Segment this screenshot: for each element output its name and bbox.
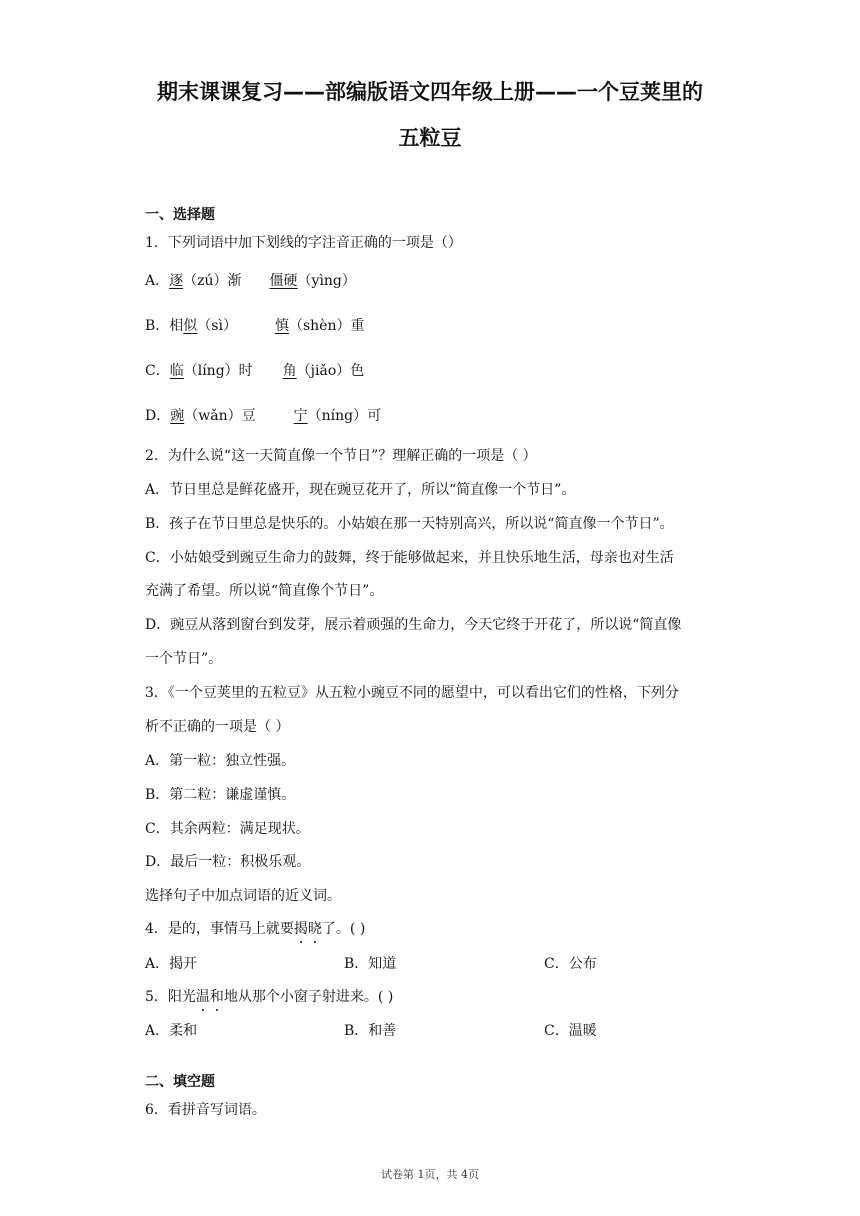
q1-c-rest-2: 色 xyxy=(350,363,365,379)
q1-d-prefix: D． xyxy=(145,408,171,424)
question-4-stem xyxy=(145,918,365,938)
question-2-option-d-line-2: 一个节日”。 xyxy=(145,651,223,667)
document-title-line-2: 五粒豆 xyxy=(398,126,462,150)
question-2-option-c-line-2: 充满了希望。所以说“简直像个节日”。 xyxy=(145,583,384,599)
q1-c-underlined-char: 临 xyxy=(169,363,184,379)
question-2-option-a: A．节日里总是鲜花盛开，现在豌豆花开了，所以“简直像一个节日”。 xyxy=(145,482,576,498)
q1-d-underlined-char: 豌 xyxy=(170,408,185,424)
instruction-synonym: 选择句子中加点词语的近义词。 xyxy=(145,888,341,904)
q5-post: 地从那个小窗子射进来。( ) xyxy=(223,989,394,1005)
question-3-option-b: B．第二粒：谦虚谨慎。 xyxy=(145,787,296,803)
question-2-option-d-line-1: D．豌豆从落到窗台到发芽，展示着顽强的生命力，今天它终于开花了，所以说“简直像 xyxy=(145,617,682,633)
q1-d-rest-2: 可 xyxy=(367,408,382,424)
q1-b-pinyin-1: （sì） xyxy=(197,318,237,334)
q1-d-underlined-char-2: 宁 xyxy=(293,408,308,424)
q4-dotted-char-1: 揭 xyxy=(293,921,308,937)
question-5-stem xyxy=(145,986,393,1006)
q5-dotted-char-2: 和 xyxy=(209,989,224,1005)
question-1-option-b xyxy=(145,315,364,335)
q1-d-pinyin-2: （níng） xyxy=(307,408,368,424)
q4-pre: 4．是的，事情马上就要 xyxy=(145,921,294,937)
question-4-option-a: A．揭开 xyxy=(145,956,198,972)
question-3-option-d: D．最后一粒：积极乐观。 xyxy=(145,854,311,870)
question-3-option-c: C．其余两粒：满足现状。 xyxy=(145,821,310,837)
question-2-option-c-line-1: C．小姑娘受到豌豆生命力的鼓舞，终于能够做起来，并且快乐地生活，母亲也对生活 xyxy=(145,550,674,566)
q1-c-prefix: C． xyxy=(145,363,170,379)
question-2-option-b: B．孩子在节日里总是快乐的。小姑娘在那一天特别高兴，所以说“简直像一个节日”。 xyxy=(145,516,674,532)
q5-dotted-char-1: 温 xyxy=(195,989,210,1005)
page-footer: 试卷第 1页，共 4页 xyxy=(381,1168,479,1181)
question-3-stem-line-2: 析不正确的一项是（ ） xyxy=(145,719,290,735)
q1-d-rest-1: 豆 xyxy=(241,408,256,424)
section-heading-fill-in: 二、填空题 xyxy=(145,1074,215,1090)
q1-a-prefix: A． xyxy=(145,273,170,289)
q5-pre: 5．阳光 xyxy=(145,989,196,1005)
question-1-option-c xyxy=(145,360,364,380)
q1-c-pinyin-1: （líng） xyxy=(183,363,239,379)
q1-a-rest-1: 渐 xyxy=(227,273,242,289)
document-title-line-1: 期末课课复习——部编版语文四年级上册——一个豆荚里的 xyxy=(157,80,703,104)
question-1-option-d xyxy=(145,405,381,425)
question-1-stem: 1．下列词语中加下划线的字注音正确的一项是（） xyxy=(145,235,462,251)
question-5-option-c: C．温暖 xyxy=(544,1023,597,1039)
q1-c-rest-1: 时 xyxy=(238,363,253,379)
q1-b-rest-2: 重 xyxy=(350,318,365,334)
q1-c-underlined-char-2: 角 xyxy=(282,363,297,379)
q1-b-underlined-char-2: 慎 xyxy=(274,318,289,334)
q1-d-pinyin-1: （wǎn） xyxy=(184,408,242,424)
question-5-option-a: A．柔和 xyxy=(145,1023,198,1039)
q1-a-pinyin-1: （zú） xyxy=(183,273,228,289)
q4-dotted-char-2: 晓 xyxy=(307,921,322,937)
question-3-stem-line-1: 3．《一个豆荚里的五粒豆》从五粒小豌豆不同的愿望中，可以看出它们的性格，下列分 xyxy=(145,685,679,701)
question-4-option-c: C．公布 xyxy=(544,956,597,972)
q1-b-underlined-char: 似 xyxy=(183,318,198,334)
question-4-option-b: B．知道 xyxy=(344,956,397,972)
q1-a-underlined-word: 僵硬 xyxy=(269,273,298,289)
q1-a-underlined-char: 逐 xyxy=(169,273,184,289)
q1-b-pinyin-2: （shèn） xyxy=(288,318,351,334)
question-2-stem: 2．为什么说“这一天简直像一个节日”？理解正确的一项是（ ） xyxy=(145,448,537,464)
q1-a-pinyin-2: （yìng） xyxy=(297,273,356,289)
question-1-option-a xyxy=(145,270,356,290)
q1-b-prefix: B．相 xyxy=(145,318,184,334)
question-5-option-b: B．和善 xyxy=(344,1023,397,1039)
question-6-stem: 6．看拼音写词语。 xyxy=(145,1102,266,1118)
q4-post: 了。( ) xyxy=(321,921,366,937)
q1-c-pinyin-2: （jiǎo） xyxy=(296,363,351,379)
section-heading-choice: 一、选择题 xyxy=(145,207,215,223)
question-3-option-a: A．第一粒：独立性强。 xyxy=(145,753,296,769)
